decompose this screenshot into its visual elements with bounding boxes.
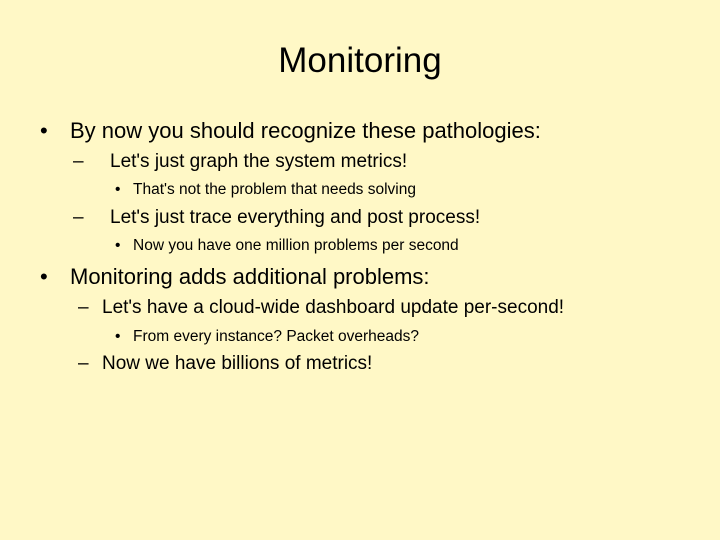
bullet-text: Monitoring adds additional problems: (70, 264, 430, 289)
bullet-marker: • (40, 264, 48, 289)
bullet-marker: • (115, 181, 121, 198)
dash-marker: – (78, 297, 89, 318)
bullet-marker: • (115, 328, 121, 345)
bullet-text: Let's just graph the system metrics! (110, 151, 408, 172)
bullet-marker: • (40, 118, 48, 143)
bullet-text: By now you should recognize these pathologies: (70, 118, 541, 143)
dash-marker: – (73, 207, 84, 228)
bullet-text: That's not the problem that needs solving (133, 181, 416, 198)
bullet-text: Now you have one million problems per second (133, 237, 459, 254)
slide-title: Monitoring (278, 41, 442, 80)
dash-marker: – (78, 353, 89, 374)
bullet-text: Let's have a cloud-wide dashboard update per-second! (102, 297, 565, 318)
bullet-text: Let's just trace everything and post process! (110, 207, 481, 228)
dash-marker: – (73, 151, 84, 172)
bullet-text: From every instance? Packet overheads? (133, 328, 420, 345)
bullet-text: Now we have billions of metrics! (102, 353, 373, 374)
bullet-marker: • (115, 237, 121, 254)
